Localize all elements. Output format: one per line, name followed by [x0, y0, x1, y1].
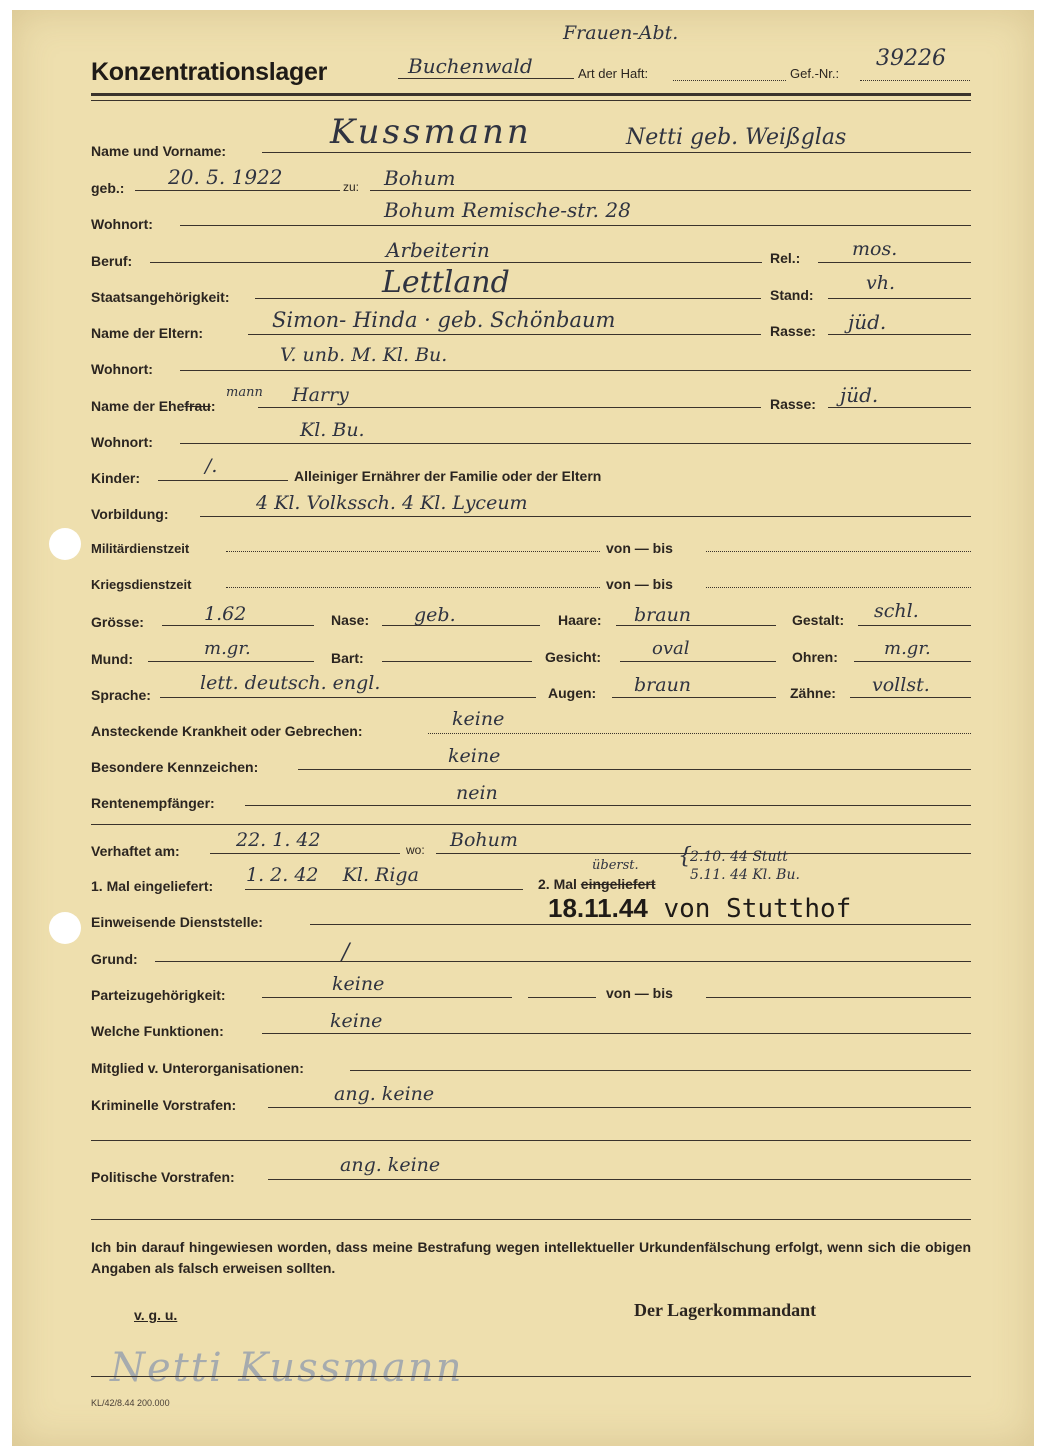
second-admission-label: 2. Mal eingeliefert — [538, 876, 656, 892]
krieg-von-bis: von — bis — [606, 576, 673, 592]
nase-line — [382, 625, 540, 626]
krankheit-line — [428, 733, 971, 734]
kriminell-line — [268, 1107, 971, 1108]
mitglied-label: Mitglied v. Unterorganisationen: — [91, 1060, 304, 1076]
nose-value: geb. — [414, 604, 456, 626]
geb-label: geb.: — [91, 180, 125, 196]
rasse2-value: jüd. — [840, 383, 879, 407]
rasse-value: jüd. — [848, 310, 887, 334]
kriminell-extra-line — [91, 1140, 971, 1141]
pension-value: nein — [456, 782, 498, 804]
dienststelle-label: Einweisende Dienststelle: — [91, 914, 263, 930]
political-value: ang. keine — [340, 1154, 441, 1176]
eyes-value: braun — [634, 674, 692, 696]
sprache-label: Sprache: — [91, 687, 151, 703]
partei-von-line — [528, 997, 596, 998]
ehe-label-correction: mann — [226, 385, 263, 400]
haare-label: Haare: — [558, 612, 602, 628]
declaration-notice: Ich bin darauf hingewiesen worden, dass meine Bestrafung wegen intellektueller Urkundenfälschung erfolgt, wenn sich die obigen Angaben als falsch erweisen sollten. — [91, 1239, 971, 1276]
geb-line — [135, 190, 340, 191]
stand-line — [828, 298, 971, 299]
dienststelle-line — [310, 924, 971, 925]
teeth-value: vollst. — [872, 674, 930, 696]
gestalt-label: Gestalt: — [792, 612, 845, 628]
eltern-line — [248, 334, 761, 335]
militaer-label: Militärdienstzeit — [91, 541, 190, 556]
prisoner-signature: Netti Kussmann — [110, 1345, 464, 1391]
birth-place-value: Bohum — [384, 166, 456, 190]
partei-label: Parteizugehörigkeit: — [91, 987, 226, 1003]
children-value: /. — [205, 455, 218, 477]
kommandant-label: Der Lagerkommandant — [634, 1300, 817, 1320]
kinder-label: Kinder: — [91, 470, 140, 486]
spouse-wohnort-line — [180, 443, 971, 444]
religion-value: mos. — [852, 238, 898, 260]
nationality-value: Lettland — [382, 265, 510, 300]
krieg-line — [226, 587, 600, 588]
partei-line — [262, 997, 512, 998]
section-divider — [91, 824, 971, 825]
ohren-line — [854, 661, 971, 662]
rel-line — [818, 262, 971, 263]
vorbildung-line — [200, 516, 971, 517]
wohnort-label: Wohnort: — [91, 216, 153, 232]
eltern-wohnort-line — [180, 370, 971, 371]
zaehne-line — [850, 697, 971, 698]
ehe-line — [258, 407, 761, 408]
kennzeichen-label: Besondere Kennzeichen: — [91, 759, 259, 775]
eltern-wohnort-label: Wohnort: — [91, 361, 153, 377]
kriminell-label: Kriminelle Vorstrafen: — [91, 1097, 237, 1113]
gef-nr-value: 39226 — [876, 46, 946, 71]
funktionen-line — [262, 1033, 971, 1034]
face-value: oval — [652, 638, 690, 659]
reason-value: / — [342, 940, 350, 965]
zu-label: zu: — [343, 180, 360, 194]
mund-line — [148, 661, 314, 662]
mitglied-line — [350, 1070, 971, 1071]
eltern-label: Name der Eltern: — [91, 325, 204, 341]
vorbildung-label: Vorbildung: — [91, 506, 169, 522]
rasse2-line — [828, 407, 971, 408]
krankheit-label: Ansteckende Krankheit oder Gebrechen: — [91, 723, 363, 739]
grund-line — [155, 961, 971, 962]
hair-value: braun — [634, 604, 692, 626]
kennzeichen-line — [298, 769, 971, 770]
marks-value: keine — [448, 745, 501, 767]
camp-line — [398, 78, 574, 79]
staat-label: Staatsangehörigkeit: — [91, 289, 230, 305]
form-title: Konzentrationslager — [91, 58, 327, 86]
ears-value: m.gr. — [884, 638, 931, 659]
rel-label: Rel.: — [770, 250, 801, 266]
stand-label: Stand: — [770, 287, 814, 303]
zaehne-label: Zähne: — [790, 685, 836, 701]
verhaftet-line — [210, 853, 400, 854]
bart-label: Bart: — [331, 650, 364, 666]
height-value: 1.62 — [204, 603, 247, 625]
rasse-line — [828, 334, 971, 335]
rasse-label: Rasse: — [770, 323, 816, 339]
gestalt-line — [858, 625, 971, 626]
build-value: schl. — [874, 600, 919, 622]
parents-residence-value: V. unb. M. Kl. Bu. — [280, 344, 448, 366]
spouse-value: Harry — [292, 384, 349, 406]
wohnort-line — [180, 225, 971, 226]
partei-bis-line — [706, 997, 971, 998]
first-admission-line — [245, 889, 523, 890]
signature-line — [91, 1376, 971, 1377]
vgu-label: v. g. u. — [134, 1307, 178, 1323]
art-der-haft-label: Art der Haft: — [578, 66, 649, 81]
punch-hole — [49, 912, 81, 944]
camp-name: Buchenwald — [408, 54, 533, 78]
rente-label: Rentenempfänger: — [91, 795, 215, 811]
gef-nr-line — [860, 80, 970, 81]
functions-value: keine — [330, 1010, 383, 1032]
mouth-value: m.gr. — [204, 638, 251, 659]
groesse-line — [162, 625, 314, 626]
arrest-place-value: Bohum — [450, 829, 518, 851]
politisch-extra-line — [91, 1219, 971, 1220]
occupation-value: Arbeiterin — [386, 238, 490, 262]
grund-label: Grund: — [91, 951, 138, 967]
sprache-line — [160, 697, 536, 698]
gesicht-label: Gesicht: — [545, 649, 602, 665]
status-value: vh. — [866, 272, 896, 294]
header-annotation: Frauen-Abt. — [563, 22, 679, 44]
residence-value: Bohum Remische-str. 28 — [384, 198, 631, 222]
kinder-line — [158, 480, 288, 481]
second-admission-correction: überst. — [592, 858, 639, 873]
header-rule — [91, 93, 971, 96]
second-admission-line2: 5.11. 44 Kl. Bu. — [690, 867, 800, 883]
politisch-label: Politische Vorstrafen: — [91, 1169, 235, 1185]
spouse-residence-value: Kl. Bu. — [300, 419, 365, 441]
transfer-stamp: 18.11.44 von Stutthof — [548, 893, 852, 924]
second-admission-line1: 2.10. 44 Stutt — [690, 849, 788, 865]
beruf-line — [150, 262, 762, 263]
politisch-line — [268, 1179, 971, 1180]
krieg-label: Kriegsdienstzeit — [91, 577, 192, 592]
art-der-haft-line — [673, 80, 786, 81]
gef-nr-label: Gef.-Nr.: — [790, 66, 840, 81]
ehe-label: Name der Ehefrau: — [91, 398, 216, 414]
groesse-label: Grösse: — [91, 614, 144, 630]
arrest-date-value: 22. 1. 42 — [236, 829, 321, 851]
ernaehrer-label: Alleiniger Ernährer der Familie oder der Eltern — [294, 468, 602, 484]
parents-value: Simon- Hinda · geb. Schönbaum — [272, 308, 616, 332]
wo-label: wo: — [406, 843, 425, 857]
first-name-value: Netti geb. Weißglas — [626, 125, 847, 150]
verhaftet-label: Verhaftet am: — [91, 843, 180, 859]
rasse2-label: Rasse: — [770, 396, 816, 412]
header-rule-thin — [91, 100, 971, 101]
augen-label: Augen: — [548, 685, 597, 701]
rente-line — [245, 805, 971, 806]
name-line — [262, 152, 971, 153]
ohren-label: Ohren: — [792, 649, 838, 665]
militaer-bis-line — [706, 551, 971, 552]
name-label: Name und Vorname: — [91, 143, 227, 159]
first-admission-value: 1. 2. 42 Kl. Riga — [246, 864, 419, 886]
mund-label: Mund: — [91, 651, 133, 667]
second-admission-brace: { — [678, 844, 692, 869]
beruf-label: Beruf: — [91, 253, 133, 269]
birth-date-value: 20. 5. 1922 — [168, 165, 283, 189]
gesicht-line — [620, 661, 776, 662]
party-value: keine — [332, 973, 385, 995]
augen-line — [612, 697, 776, 698]
print-code: KL/42/8.44 200.000 — [91, 1398, 170, 1408]
languages-value: lett. deutsch. engl. — [200, 672, 381, 694]
criminal-value: ang. keine — [334, 1083, 435, 1105]
partei-von-bis: von — bis — [606, 985, 673, 1001]
surname-value: Kussmann — [330, 112, 532, 152]
bart-line — [382, 661, 532, 662]
krieg-bis-line — [706, 587, 971, 588]
militaer-line — [226, 551, 600, 552]
funktionen-label: Welche Funktionen: — [91, 1023, 224, 1039]
illness-value: keine — [452, 708, 505, 730]
first-admission-label: 1. Mal eingeliefert: — [91, 878, 214, 894]
nase-label: Nase: — [331, 612, 370, 628]
punch-hole — [49, 528, 81, 560]
birth-place-line — [370, 190, 971, 191]
militaer-von-bis: von — bis — [606, 540, 673, 556]
education-value: 4 Kl. Volkssch. 4 Kl. Lyceum — [256, 492, 528, 514]
spouse-wohnort-label: Wohnort: — [91, 434, 153, 450]
